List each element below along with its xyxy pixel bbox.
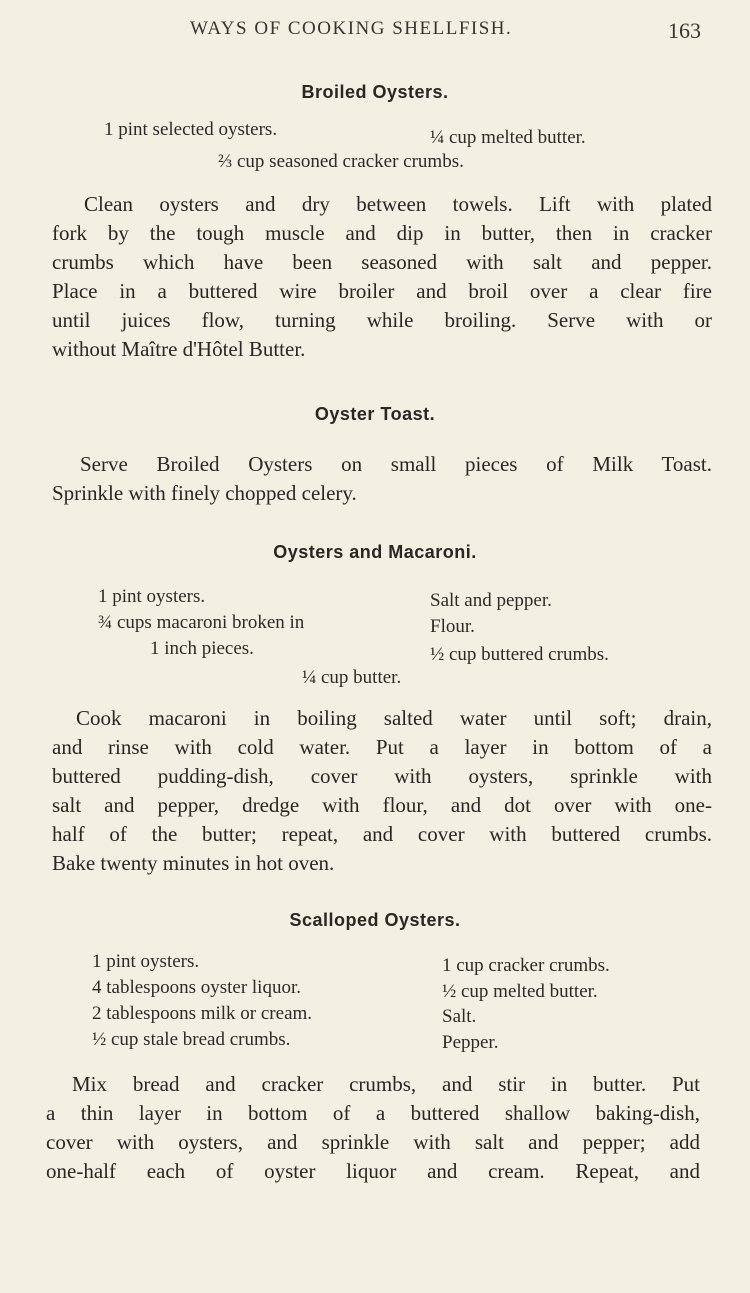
- ingredient: ¾ cups macaroni broken in: [98, 612, 305, 633]
- running-head: WAYS OF COOKING SHELLFISH.: [190, 18, 513, 39]
- ingredient: Pepper.: [442, 1032, 499, 1053]
- ingredient: ½ cup buttered crumbs.: [430, 644, 609, 665]
- recipe-directions-scalloped-oysters: [46, 1070, 700, 1186]
- text-line: Mix bread and cracker crumbs, and stir in butter. Put: [72, 1072, 700, 1096]
- text-line: buttered pudding-dish, cover with oysters, sprinkle with: [52, 764, 712, 788]
- ingredient: ½ cup stale bread crumbs.: [92, 1029, 291, 1050]
- recipe-directions-oysters-macaroni: [52, 704, 712, 878]
- ingredient: 2 tablespoons milk or cream.: [92, 1003, 313, 1024]
- ingredient: ¼ cup butter.: [302, 667, 402, 688]
- text-line: half of the butter; repeat, and cover with buttered crumbs.: [52, 822, 712, 846]
- text-line: Bake twenty minutes in hot oven.: [52, 851, 335, 875]
- text-line: a thin layer in bottom of a buttered shallow baking-dish,: [46, 1101, 700, 1125]
- ingredient: 1 pint oysters.: [92, 951, 200, 972]
- ingredient: Salt and pepper.: [430, 590, 552, 611]
- ingredient: Salt.: [442, 1006, 477, 1027]
- ingredient: 1 pint oysters.: [98, 586, 206, 607]
- ingredient: ¼ cup melted butter.: [430, 127, 586, 148]
- recipe-title-oysters-macaroni: Oysters and Macaroni.: [273, 542, 477, 562]
- ingredient: ⅔ cup seasoned cracker crumbs.: [218, 151, 464, 172]
- text-line: cover with oysters, and sprinkle with salt and pepper; add: [46, 1130, 700, 1154]
- ingredient: ½ cup melted butter.: [442, 981, 598, 1002]
- text-line: crumbs which have been seasoned with salt and pepper.: [52, 250, 712, 274]
- text-line: and rinse with cold water. Put a layer in bottom of a: [52, 735, 712, 759]
- recipe-directions-oyster-toast: [52, 450, 712, 508]
- text-line: Place in a buttered wire broiler and broil over a clear fire: [52, 279, 712, 303]
- recipe-directions-broiled-oysters: [52, 190, 712, 364]
- ingredient: Flour.: [430, 616, 475, 637]
- recipe-title-oyster-toast: Oyster Toast.: [314, 404, 436, 424]
- text-line: until juices flow, turning while broiling. Serve with or: [52, 308, 712, 332]
- ingredient: 1 inch pieces.: [150, 638, 254, 659]
- text-line: one-half each of oyster liquor and cream. Repeat, and: [46, 1159, 700, 1183]
- recipe-title-broiled-oysters: Broiled Oysters.: [301, 82, 449, 102]
- page-number: 163: [668, 18, 701, 43]
- ingredient: 4 tablespoons oyster liquor.: [92, 977, 301, 998]
- text-line: Serve Broiled Oysters on small pieces of Milk Toast.: [80, 452, 712, 476]
- text-line: Cook macaroni in boiling salted water until soft; drain,: [76, 706, 712, 730]
- text-line: without Maître d'Hôtel Butter.: [52, 337, 306, 361]
- text-line: Sprinkle with finely chopped celery.: [52, 481, 357, 505]
- text-line: salt and pepper, dredge with flour, and dot over with one-: [52, 793, 712, 817]
- text-line: fork by the tough muscle and dip in butter, then in cracker: [52, 221, 712, 245]
- ingredient: 1 pint selected oysters.: [104, 119, 278, 140]
- ingredient: 1 cup cracker crumbs.: [442, 955, 610, 976]
- text-line: Clean oysters and dry between towels. Lift with plated: [84, 192, 712, 216]
- recipe-title-scalloped-oysters: Scalloped Oysters.: [289, 910, 461, 930]
